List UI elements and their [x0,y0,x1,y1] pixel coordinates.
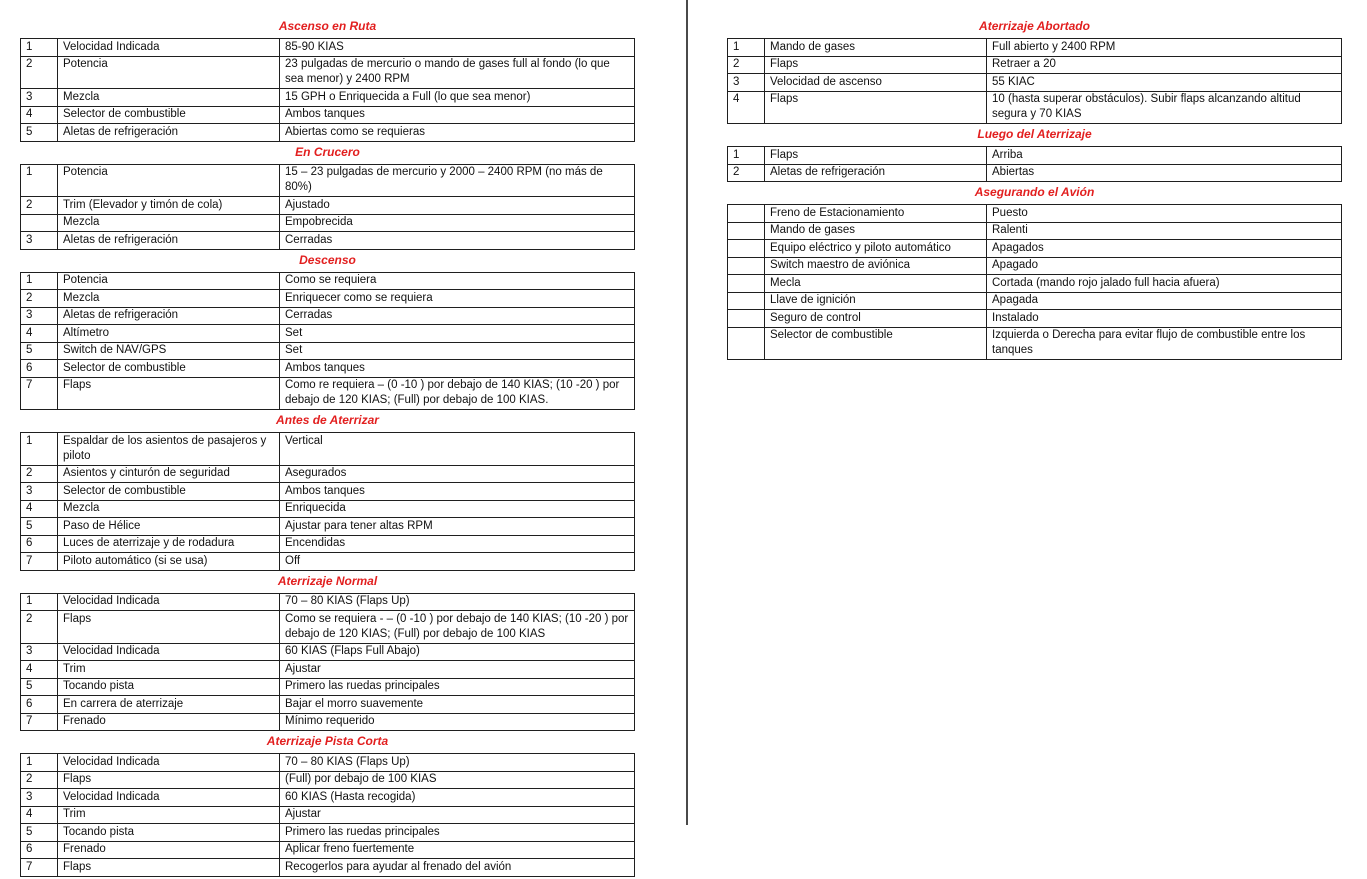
row-number-cell [728,327,765,360]
row-number-cell [728,222,765,240]
row-item-cell: Mando de gases [765,39,987,57]
row-number-cell: 3 [21,483,58,501]
row-value-cell: Arriba [987,147,1342,165]
row-item-cell: Asientos y cinturón de seguridad [58,465,280,483]
row-value-cell: Set [280,325,635,343]
left-column [20,16,635,879]
row-number-cell: 7 [21,713,58,731]
table-row [21,593,635,611]
table-row [21,611,635,644]
row-item-cell: Seguro de control [765,310,987,328]
row-item-cell: Potencia [58,272,280,290]
table-row [21,214,635,232]
table-row [728,327,1342,360]
row-number-cell: 2 [21,56,58,89]
table-row [728,91,1342,124]
row-value-cell: Como re requiera – (0 -10 ) por debajo de 140 KIAS; (10 -20 ) por debajo de 120 KIAS; (Full) por debajo de 100 KIAS. [280,377,635,410]
column-divider [686,0,688,825]
row-value-cell: Instalado [987,310,1342,328]
row-item-cell: Mecla [765,275,987,293]
row-value-cell: Ralenti [987,222,1342,240]
row-value-cell: Ajustar [280,806,635,824]
row-value-cell: Abiertas como se requieras [280,124,635,142]
row-item-cell: Tocando pista [58,824,280,842]
table-row [728,147,1342,165]
table-row [728,275,1342,293]
checklist-table [20,164,635,250]
row-item-cell: Aletas de refrigeración [58,232,280,250]
table-row [21,661,635,679]
row-value-cell: Cerradas [280,307,635,325]
table-row [728,240,1342,258]
row-value-cell: Aplicar freno fuertemente [280,841,635,859]
row-item-cell: Trim [58,806,280,824]
row-item-cell: Mezcla [58,500,280,518]
row-number-cell [728,292,765,310]
row-item-cell: Espaldar de los asientos de pasajeros y piloto [58,433,280,466]
row-value-cell: Empobrecida [280,214,635,232]
row-item-cell: Mando de gases [765,222,987,240]
row-item-cell: Trim (Elevador y timón de cola) [58,197,280,215]
row-item-cell: Selector de combustible [58,106,280,124]
row-number-cell: 1 [21,272,58,290]
row-item-cell: Frenado [58,713,280,731]
table-row [21,433,635,466]
row-number-cell: 6 [21,535,58,553]
row-item-cell: Potencia [58,164,280,197]
row-value-cell: Ambos tanques [280,360,635,378]
row-item-cell: Freno de Estacionamiento [765,205,987,223]
row-value-cell: Recogerlos para ayudar al frenado del avión [280,859,635,877]
checklist-table [20,753,635,877]
row-value-cell: Ajustar para tener altas RPM [280,518,635,536]
checklist-table [20,38,635,142]
row-value-cell: Apagados [987,240,1342,258]
row-number-cell: 5 [21,678,58,696]
table-row [21,290,635,308]
row-value-cell: 15 – 23 pulgadas de mercurio y 2000 – 2400 RPM (no más de 80%) [280,164,635,197]
row-number-cell: 3 [21,89,58,107]
row-number-cell: 5 [21,824,58,842]
table-row [21,696,635,714]
row-number-cell: 4 [21,661,58,679]
row-value-cell: 23 pulgadas de mercurio o mando de gases full al fondo (lo que sea menor) y 2400 RPM [280,56,635,89]
table-row [21,643,635,661]
row-item-cell: Switch maestro de aviónica [765,257,987,275]
table-row [728,205,1342,223]
row-value-cell: Izquierda o Derecha para evitar flujo de combustible entre los tanques [987,327,1342,360]
row-number-cell: 2 [728,56,765,74]
section-title: Ascenso en Ruta [278,19,377,33]
row-item-cell: Flaps [58,859,280,877]
row-value-cell: Ajustado [280,197,635,215]
row-item-cell: Tocando pista [58,678,280,696]
table-row [21,841,635,859]
row-value-cell: 85-90 KIAS [280,39,635,57]
row-number-cell: 3 [21,232,58,250]
table-row [728,164,1342,182]
row-value-cell: Full abierto y 2400 RPM [987,39,1342,57]
row-item-cell: Velocidad Indicada [58,593,280,611]
row-number-cell: 2 [21,197,58,215]
row-item-cell: Selector de combustible [58,483,280,501]
row-value-cell: Abiertas [987,164,1342,182]
row-number-cell: 6 [21,841,58,859]
row-number-cell: 7 [21,553,58,571]
row-number-cell: 1 [728,39,765,57]
row-item-cell: Flaps [765,91,987,124]
row-number-cell: 2 [21,611,58,644]
row-number-cell: 1 [21,754,58,772]
row-value-cell: Primero las ruedas principales [280,678,635,696]
row-value-cell: Encendidas [280,535,635,553]
row-item-cell: Aletas de refrigeración [58,124,280,142]
row-number-cell: 1 [728,147,765,165]
row-value-cell: 60 KIAS (Hasta recogida) [280,789,635,807]
row-number-cell [728,240,765,258]
row-item-cell: Switch de NAV/GPS [58,342,280,360]
checklist-table [727,38,1342,124]
section-title: Aterrizaje Abortado [979,19,1090,33]
checklist-table [20,432,635,571]
row-number-cell: 4 [21,325,58,343]
row-value-cell: Off [280,553,635,571]
section-title: Asegurando el Avión [974,185,1095,199]
row-value-cell: 10 (hasta superar obstáculos). Subir flaps alcanzando altitud segura y 70 KIAS [987,91,1342,124]
checklist-table [727,204,1342,360]
section-title: Antes de Aterrizar [276,413,379,427]
row-value-cell: Vertical [280,433,635,466]
table-row [728,222,1342,240]
row-item-cell: Mezcla [58,214,280,232]
row-number-cell: 5 [21,342,58,360]
checklist-table [20,272,635,411]
table-row [21,232,635,250]
row-value-cell: Puesto [987,205,1342,223]
row-item-cell: Trim [58,661,280,679]
row-item-cell: Mezcla [58,89,280,107]
row-value-cell: Retraer a 20 [987,56,1342,74]
row-number-cell: 3 [21,789,58,807]
table-row [21,106,635,124]
row-item-cell: Potencia [58,56,280,89]
section-title: Aterrizaje Normal [277,573,378,588]
row-number-cell: 4 [21,500,58,518]
row-item-cell: Flaps [765,56,987,74]
row-value-cell: Enriquecida [280,500,635,518]
table-row [21,56,635,89]
row-number-cell: 4 [21,806,58,824]
table-row [728,39,1342,57]
row-item-cell: En carrera de aterrizaje [58,696,280,714]
table-row [21,465,635,483]
table-row [728,257,1342,275]
table-row [21,307,635,325]
row-value-cell: Como se requiera - – (0 -10 ) por debajo de 140 KIAS; (10 -20 ) por debajo de 120 KIAS; (Full) por debajo de 100 KIAS [280,611,635,644]
table-row [21,39,635,57]
row-item-cell: Velocidad Indicada [58,643,280,661]
row-value-cell: Bajar el morro suavemente [280,696,635,714]
row-number-cell: 7 [21,377,58,410]
table-row [21,771,635,789]
row-number-cell: 1 [21,593,58,611]
row-item-cell: Flaps [58,771,280,789]
row-value-cell: Cerradas [280,232,635,250]
row-item-cell: Flaps [58,377,280,410]
row-number-cell [728,205,765,223]
row-value-cell: Set [280,342,635,360]
row-number-cell: 2 [21,771,58,789]
row-number-cell [728,310,765,328]
row-item-cell: Equipo eléctrico y piloto automático [765,240,987,258]
row-item-cell: Aletas de refrigeración [765,164,987,182]
row-item-cell: Velocidad Indicada [58,39,280,57]
right-column [727,16,1342,362]
row-value-cell: Como se requiera [280,272,635,290]
row-value-cell: Mínimo requerido [280,713,635,731]
row-item-cell: Flaps [765,147,987,165]
row-number-cell: 1 [21,39,58,57]
checklist-table [727,146,1342,182]
row-item-cell: Altímetro [58,325,280,343]
row-item-cell: Selector de combustible [765,327,987,360]
row-value-cell: 60 KIAS (Flaps Full Abajo) [280,643,635,661]
table-row [21,164,635,197]
section-title: Descenso [299,252,356,267]
table-row [21,678,635,696]
row-number-cell: 1 [21,433,58,466]
row-number-cell: 4 [21,106,58,124]
row-value-cell: Apagada [987,292,1342,310]
row-number-cell: 4 [728,91,765,124]
row-item-cell: Paso de Hélice [58,518,280,536]
row-value-cell: (Full) por debajo de 100 KIAS [280,771,635,789]
table-row [21,197,635,215]
table-row [21,824,635,842]
table-row [728,292,1342,310]
section-title: Luego del Aterrizaje [977,127,1092,141]
row-number-cell: 2 [21,290,58,308]
row-item-cell: Mezcla [58,290,280,308]
section-title: Aterrizaje Pista Corta [266,734,389,748]
row-item-cell: Luces de aterrizaje y de rodadura [58,535,280,553]
row-value-cell: 70 – 80 KIAS (Flaps Up) [280,593,635,611]
table-row [21,272,635,290]
table-row [21,859,635,877]
row-number-cell: 5 [21,124,58,142]
row-number-cell: 7 [21,859,58,877]
table-row [21,500,635,518]
table-row [21,754,635,772]
table-row [21,124,635,142]
table-row [21,789,635,807]
row-value-cell: Apagado [987,257,1342,275]
section-title: En Crucero [295,144,360,159]
row-number-cell: 3 [21,643,58,661]
table-row [728,74,1342,92]
row-number-cell: 2 [21,465,58,483]
row-value-cell: Cortada (mando rojo jalado full hacia afuera) [987,275,1342,293]
row-item-cell: Selector de combustible [58,360,280,378]
row-item-cell: Llave de ignición [765,292,987,310]
row-number-cell: 6 [21,696,58,714]
row-item-cell: Velocidad Indicada [58,789,280,807]
row-number-cell: 3 [21,307,58,325]
table-row [21,806,635,824]
table-row [21,483,635,501]
row-item-cell: Velocidad de ascenso [765,74,987,92]
row-item-cell: Aletas de refrigeración [58,307,280,325]
row-value-cell: Ambos tanques [280,106,635,124]
table-row [21,89,635,107]
table-row [728,56,1342,74]
table-row [21,325,635,343]
row-item-cell: Piloto automático (si se usa) [58,553,280,571]
row-value-cell: Primero las ruedas principales [280,824,635,842]
row-number-cell [728,275,765,293]
table-row [21,535,635,553]
row-number-cell [728,257,765,275]
checklist-table [20,593,635,732]
row-item-cell: Velocidad Indicada [58,754,280,772]
row-number-cell: 3 [728,74,765,92]
table-row [21,553,635,571]
row-value-cell: 55 KIAC [987,74,1342,92]
row-value-cell: Ajustar [280,661,635,679]
table-row [21,713,635,731]
row-item-cell: Flaps [58,611,280,644]
table-row [21,518,635,536]
row-value-cell: 15 GPH o Enriquecida a Full (lo que sea menor) [280,89,635,107]
table-row [21,360,635,378]
table-row [728,310,1342,328]
row-value-cell: Asegurados [280,465,635,483]
row-value-cell: Enriquecer como se requiera [280,290,635,308]
row-number-cell: 5 [21,518,58,536]
table-row [21,342,635,360]
row-number-cell: 1 [21,164,58,197]
row-number-cell: 2 [728,164,765,182]
row-item-cell: Frenado [58,841,280,859]
row-value-cell: 70 – 80 KIAS (Flaps Up) [280,754,635,772]
row-number-cell: 6 [21,360,58,378]
table-row [21,377,635,410]
row-number-cell [21,214,58,232]
row-value-cell: Ambos tanques [280,483,635,501]
